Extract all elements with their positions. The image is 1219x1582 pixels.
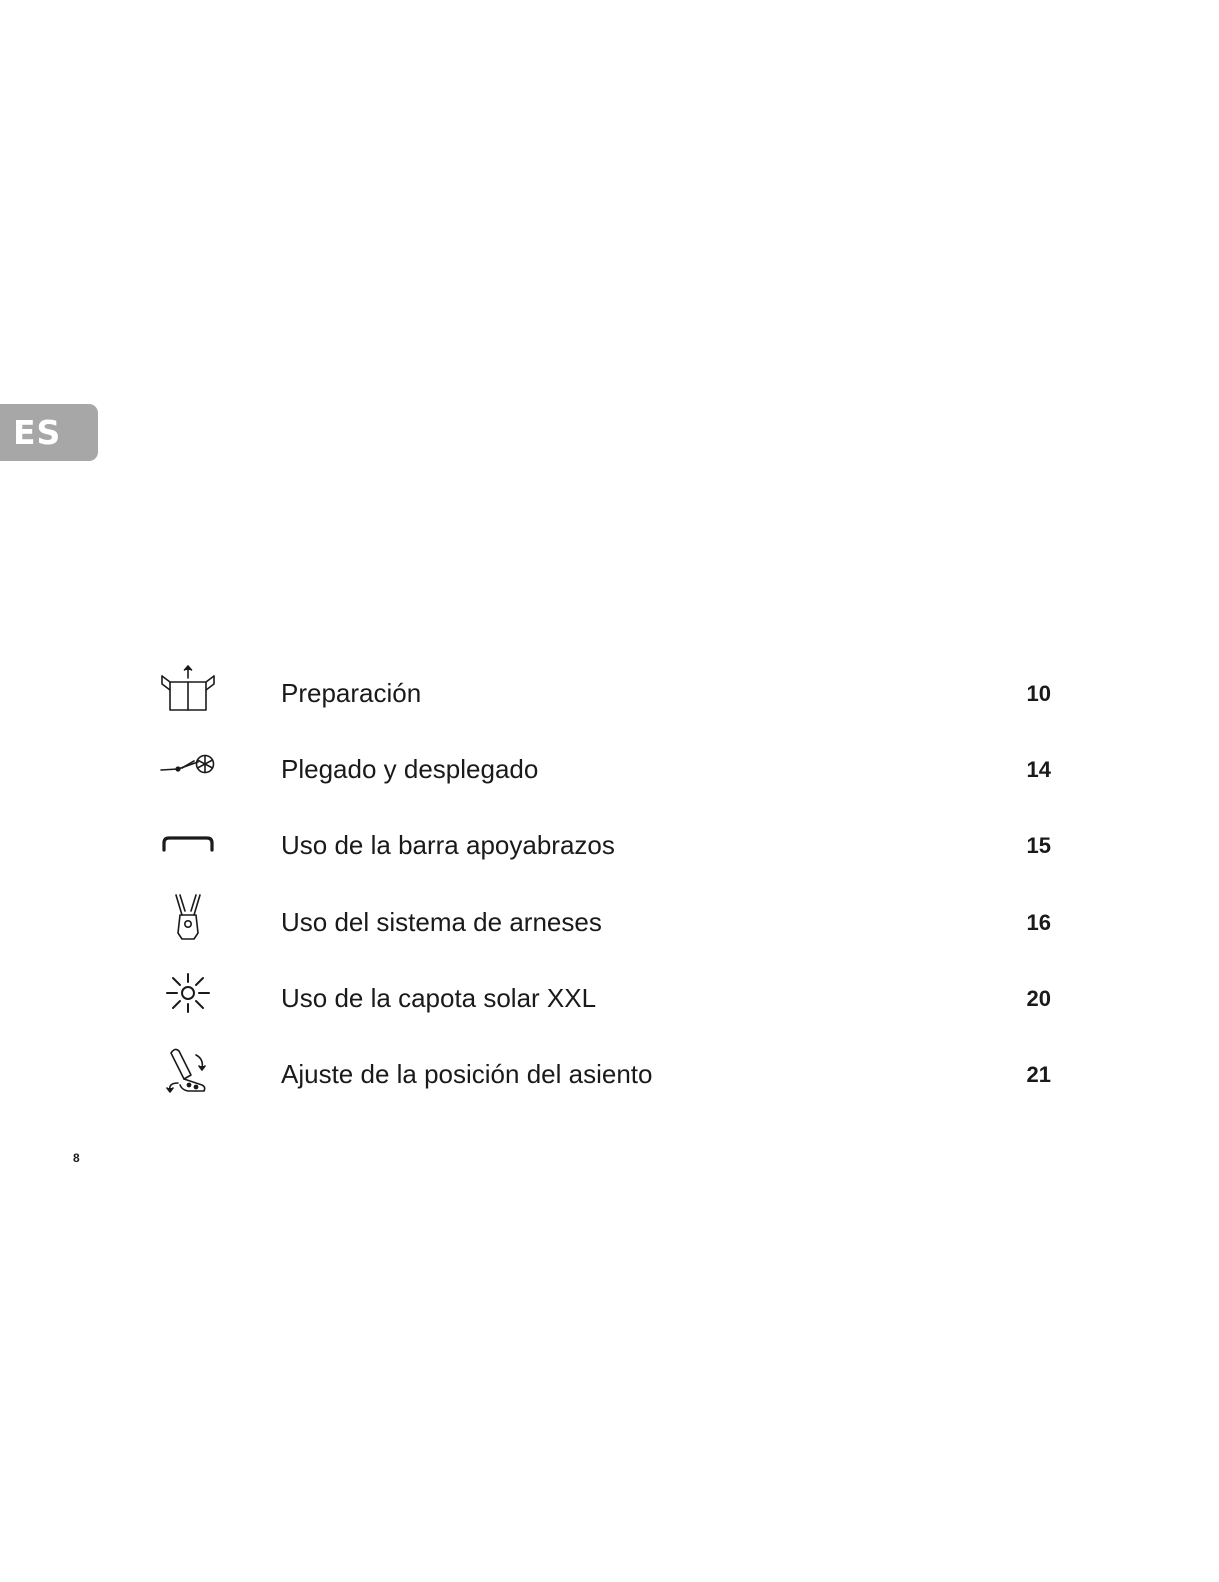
seat-recline-icon <box>158 1045 218 1095</box>
toc-item-label: Uso del sistema de arneses <box>281 906 602 937</box>
armrest-bar-icon <box>158 816 218 866</box>
page-number: 8 <box>73 1151 80 1165</box>
toc-item-page: 15 <box>1026 833 1051 859</box>
toc-item-plegado[interactable] <box>0 732 1219 808</box>
toc-item-sistema-arneses[interactable] <box>0 885 1219 961</box>
toc-item-page: 21 <box>1026 1061 1051 1087</box>
toc-item-page: 20 <box>1026 985 1051 1011</box>
toc-item-posicion-asiento[interactable] <box>0 1037 1219 1113</box>
toc-item-barra-apoyabrazos[interactable] <box>0 808 1219 884</box>
table-of-contents <box>0 656 1219 1113</box>
toc-item-capota-solar[interactable] <box>0 961 1219 1037</box>
sun-icon <box>158 969 218 1019</box>
toc-item-label: Uso de la barra apoyabrazos <box>281 830 615 861</box>
language-tab <box>0 404 98 461</box>
harness-icon <box>158 893 218 943</box>
toc-item-page: 10 <box>1026 681 1051 706</box>
toc-item-page: 16 <box>1026 909 1051 935</box>
toc-item-label: Ajuste de la posición del asiento <box>281 1058 653 1089</box>
toc-item-label: Plegado y desplegado <box>281 754 539 785</box>
toc-item-preparacion[interactable] <box>0 656 1219 732</box>
language-tab-label: ES <box>13 413 62 452</box>
fold-stroller-icon <box>158 740 218 790</box>
unpack-box-icon <box>158 664 218 714</box>
toc-item-label: Uso de la capota solar XXL <box>281 982 597 1013</box>
toc-item-page: 14 <box>1026 757 1051 783</box>
toc-item-label: Preparación <box>281 678 422 708</box>
